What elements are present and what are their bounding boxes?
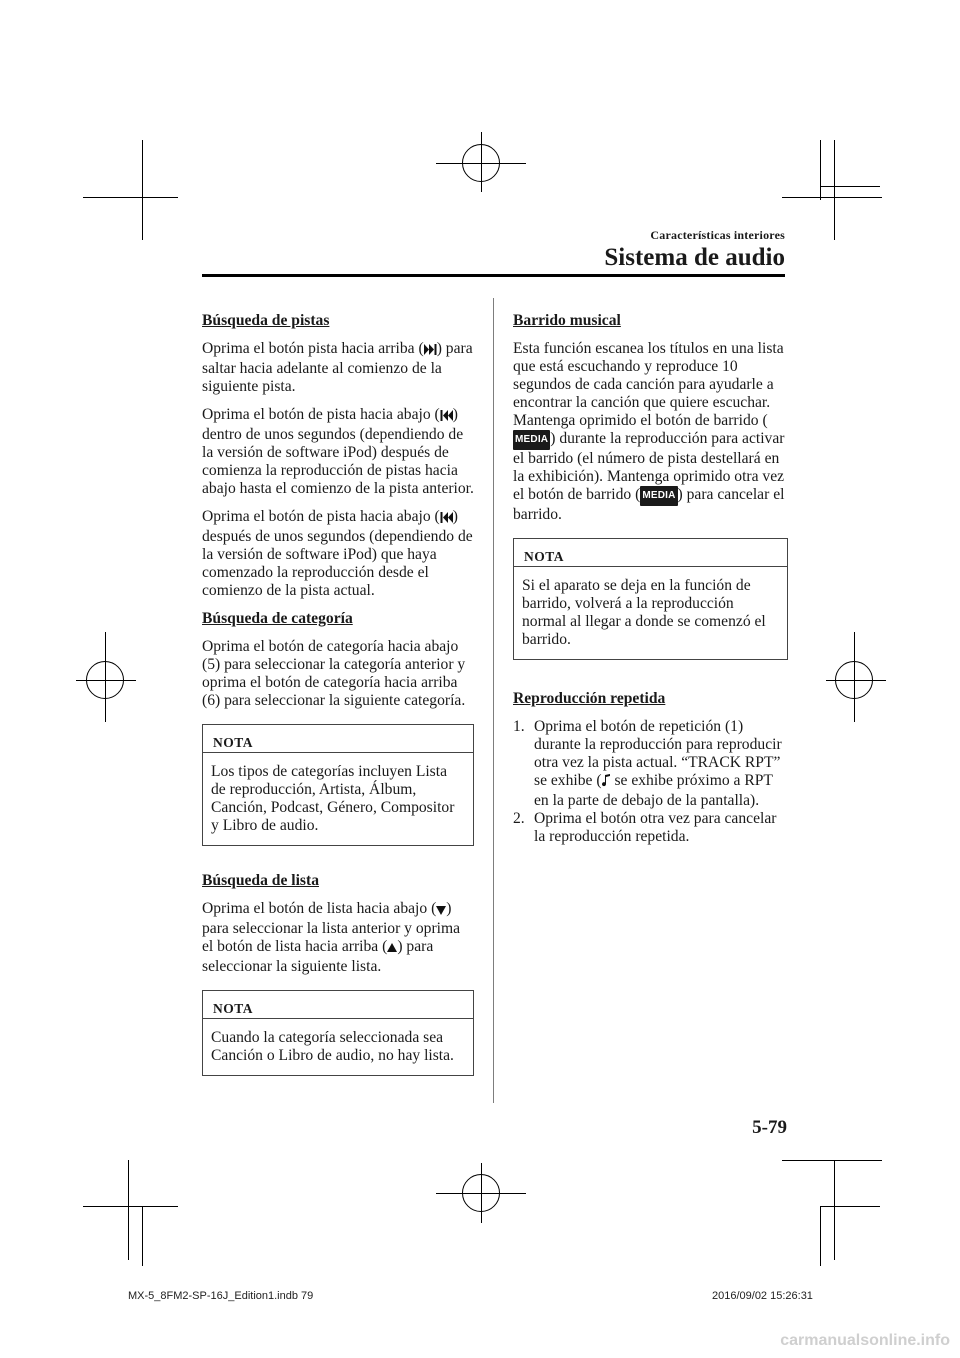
step-number: 2. xyxy=(513,810,525,827)
note-box-scan xyxy=(513,538,788,660)
section-label: Características interiores xyxy=(650,228,785,242)
note-title: NOTA xyxy=(203,725,473,753)
previous-track-icon xyxy=(440,408,453,426)
text-span: Esta función escanea los títulos en una lista que está escuchando y reproduce 10 segundos de cada canción para ayudarle a encontrar la canción que quiere escuchar. Mantenga oprimido el botón de barrido ( xyxy=(513,340,784,429)
note-body: Si el aparato se deja en la función de barrido, volverá a la reproducción normal al llegar a donde se comenzó el barrido. xyxy=(522,577,766,648)
footer-file-name: MX-5_8FM2-SP-16J_Edition1.indb 79 xyxy=(128,1290,314,1302)
watermark: carmanualsonline.info xyxy=(780,1332,950,1349)
music-note-icon xyxy=(602,774,611,792)
list-item xyxy=(513,718,788,810)
text-span: ) para cancelar el barrido. xyxy=(513,486,785,523)
track-search-paragraph-3 xyxy=(202,508,474,600)
next-track-icon xyxy=(424,342,437,360)
text-span: ) después de unos segundos (dependiendo de la versión de software iPod) que haya comenzado la reproducción desde el comienzo de la pista actual. xyxy=(202,508,473,599)
text-span: ) durante la reproducción para activar el barrido (el número de pista destellará en la exhibición). Mantenga oprimido otra vez el botón de barrido ( xyxy=(513,430,785,503)
scan-paragraph xyxy=(513,340,788,524)
triangle-up-icon xyxy=(387,940,397,958)
category-search-paragraph: Oprima el botón de categoría hacia abajo (5) para seleccionar la categoría anterior y oprima el botón de categoría hacia arriba (6) para seleccionar la siguiente categoría. xyxy=(202,638,466,709)
text-span: Oprima el botón de lista hacia abajo ( xyxy=(202,900,437,917)
text-span: ) para seleccionar la lista anterior y oprima el botón de lista hacia arriba ( xyxy=(202,900,461,955)
triangle-down-icon xyxy=(436,902,446,920)
text-span: Oprima el botón de pista hacia abajo ( xyxy=(202,406,440,423)
media-button-icon: MEDIA xyxy=(513,430,550,450)
repeat-steps-list xyxy=(513,718,788,846)
media-button-icon: MEDIA xyxy=(640,486,677,506)
track-search-paragraph-1 xyxy=(202,340,474,396)
header-rule xyxy=(202,274,785,277)
repeat-heading: Reproducción repetida xyxy=(513,690,666,707)
note-body: Los tipos de categorías incluyen Lista de reproducción, Artista, Álbum, Canción, Podcast, Género, Compositor y Libro de audio. xyxy=(211,763,455,834)
page-number: 5-79 xyxy=(752,1117,787,1138)
previous-track-icon xyxy=(440,510,453,528)
text-span: ) dentro de unos segundos (dependiendo de la versión de software iPod) después de comienza la reproducción de pistas hacia abajo hasta el comienzo de la pista anterior. xyxy=(202,406,474,497)
text-span: ) para saltar hacia adelante al comienzo de la siguiente pista. xyxy=(202,340,473,395)
scan-heading: Barrido musical xyxy=(513,312,621,329)
list-item xyxy=(513,810,788,846)
section-title: Sistema de audio xyxy=(604,244,785,271)
note-title: NOTA xyxy=(203,991,473,1019)
track-search-paragraph-2 xyxy=(202,406,474,498)
note-box-categories xyxy=(202,724,474,846)
category-search-heading: Búsqueda de categoría xyxy=(202,610,353,627)
list-search-heading: Búsqueda de lista xyxy=(202,872,319,889)
note-title: NOTA xyxy=(514,539,787,567)
list-search-paragraph xyxy=(202,900,474,976)
note-box-list xyxy=(202,990,474,1076)
text-span: se exhibe próximo a RPT en la parte de debajo de la pantalla). xyxy=(534,772,773,809)
right-column xyxy=(513,312,788,846)
left-column xyxy=(202,312,474,1102)
track-search-heading: Búsqueda de pistas xyxy=(202,312,330,329)
text-span: Oprima el botón otra vez para cancelar la reproducción repetida. xyxy=(534,810,777,845)
footer-date: 2016/09/02 15:26:31 xyxy=(712,1290,813,1302)
text-span: Oprima el botón de repetición (1) durante la reproducción para reproducir otra vez la pista actual. “TRACK RPT” se exhibe ( xyxy=(534,718,782,789)
text-span: Oprima el botón pista hacia arriba ( xyxy=(202,340,424,357)
text-span: ) para seleccionar la siguiente lista. xyxy=(202,938,434,975)
note-body: Cuando la categoría seleccionada sea Canción o Libro de audio, no hay lista. xyxy=(211,1029,454,1064)
step-number: 1. xyxy=(513,718,525,735)
column-divider xyxy=(493,298,494,1103)
text-span: Oprima el botón de pista hacia abajo ( xyxy=(202,508,440,525)
